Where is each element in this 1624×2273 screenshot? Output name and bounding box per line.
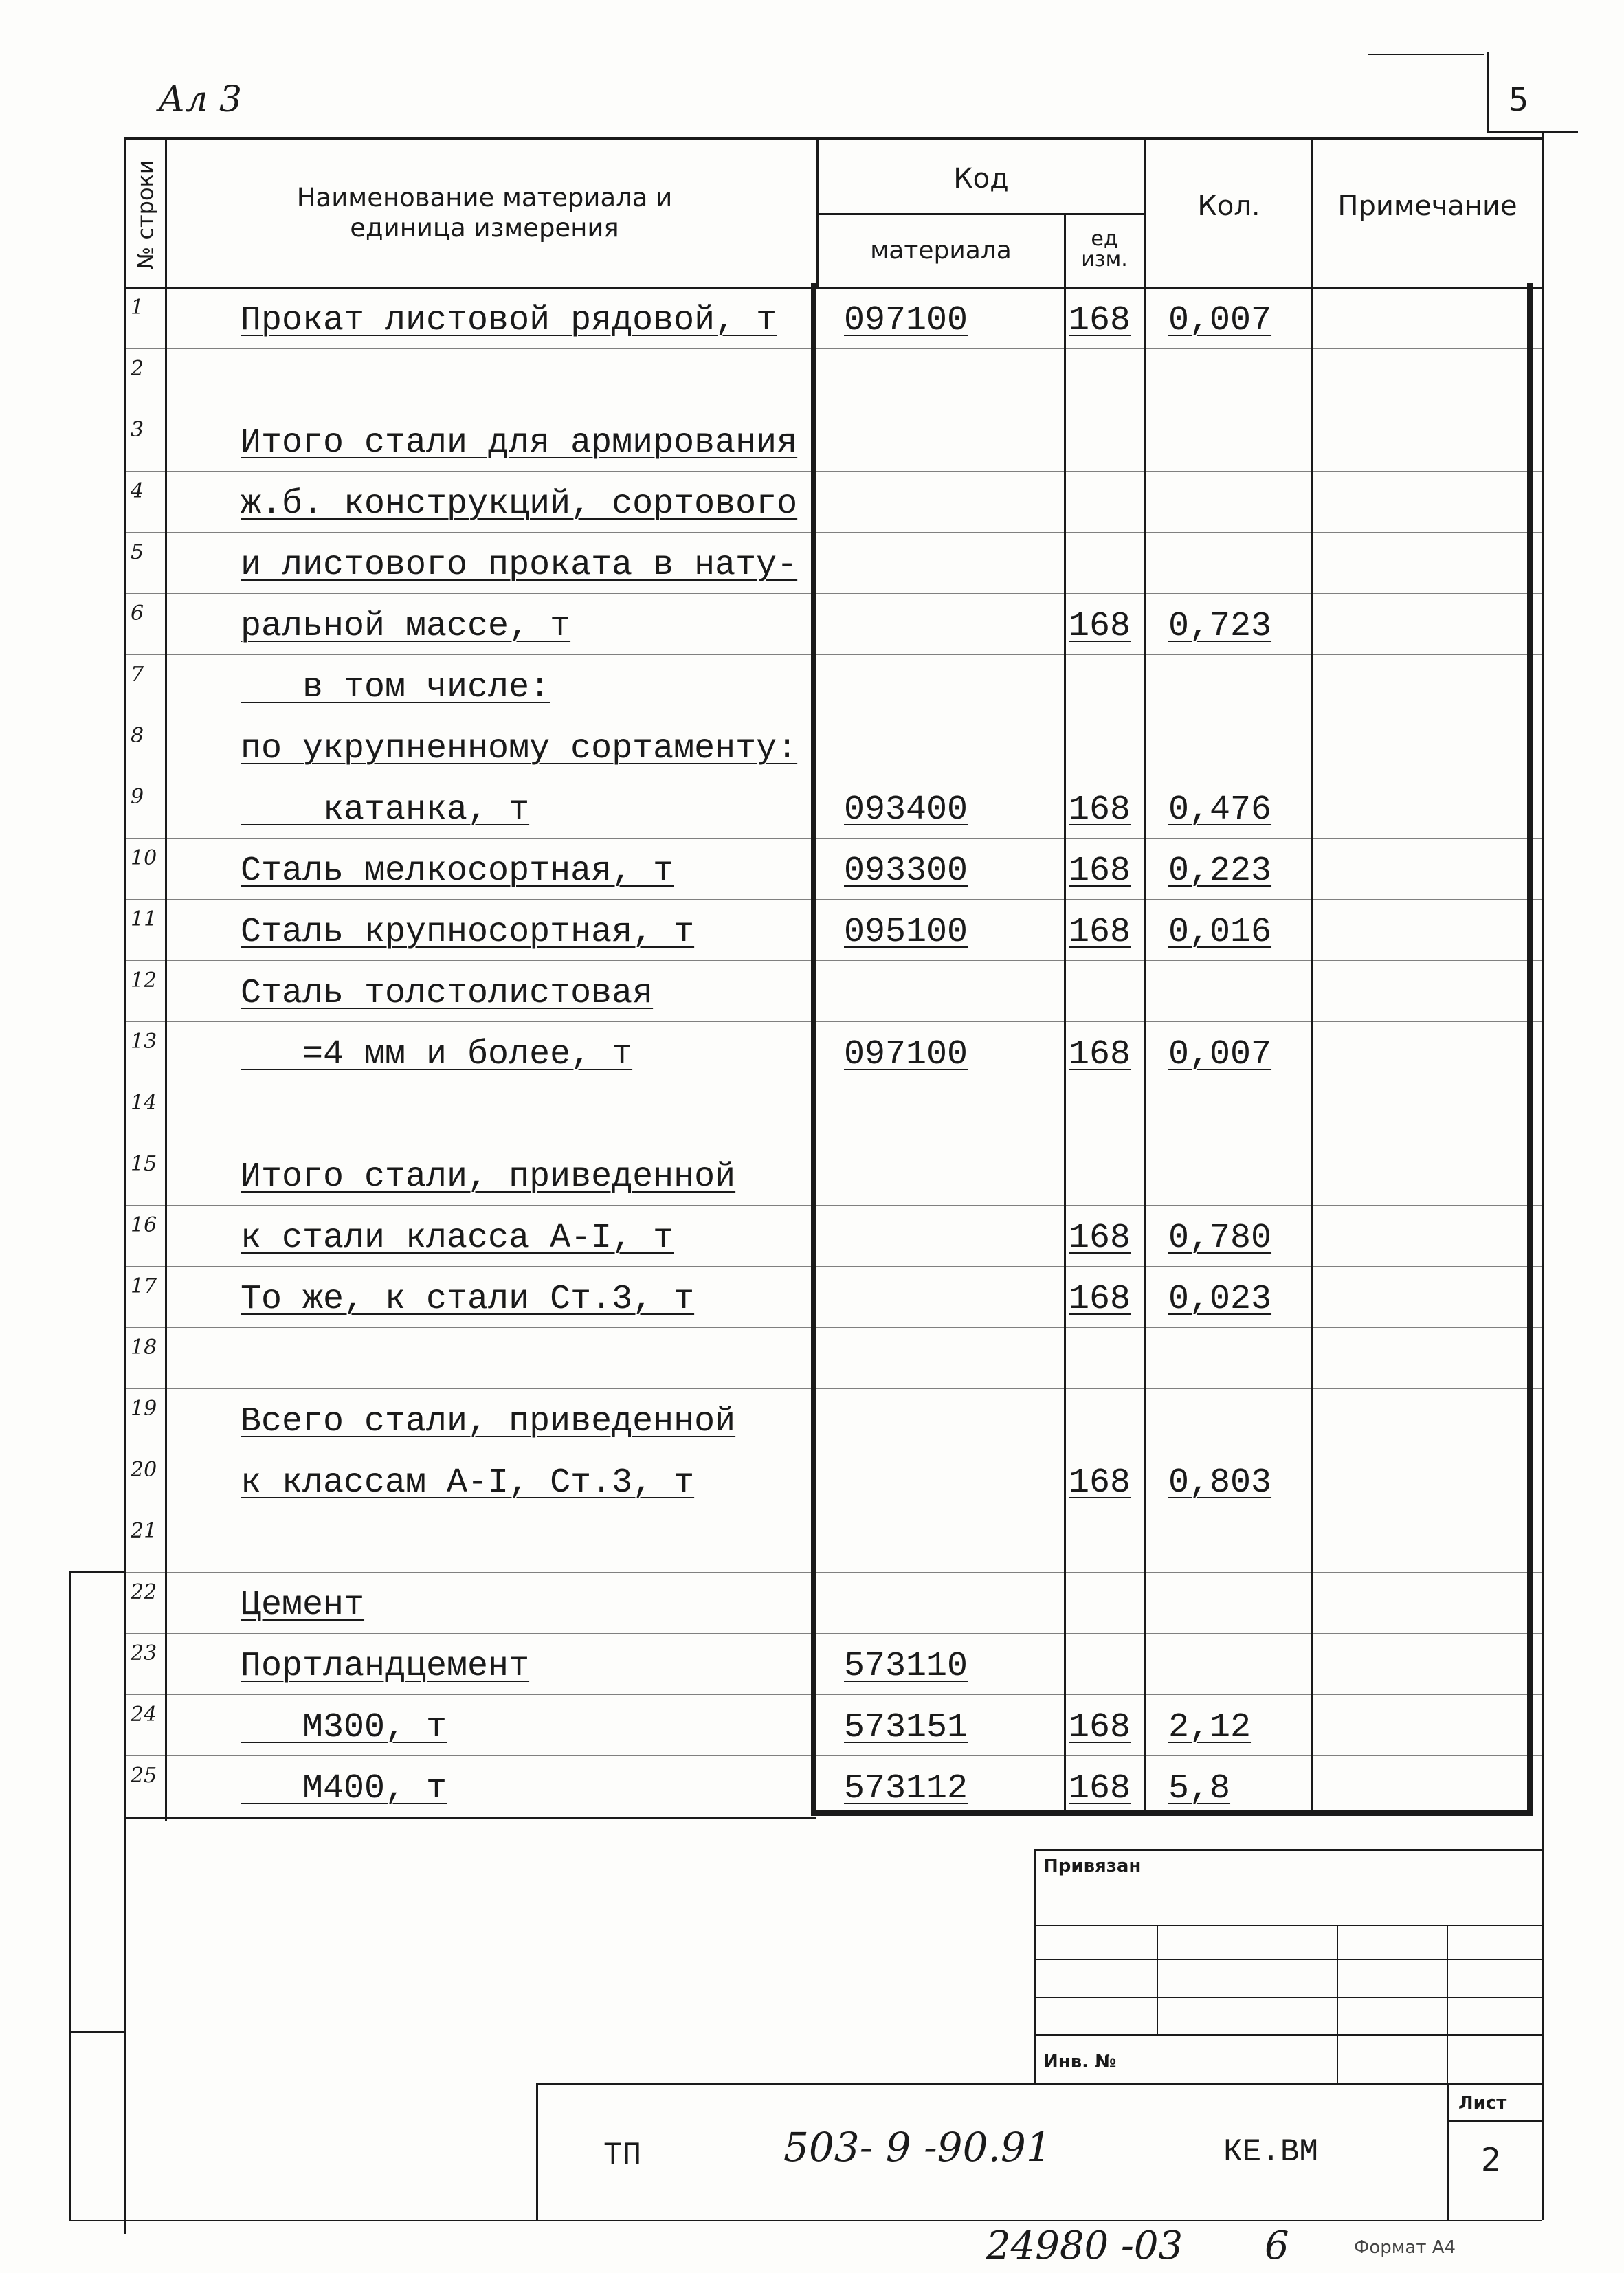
material-name: То же, к стали Ст.3, т <box>241 1280 695 1319</box>
unit-code: 168 <box>1069 1463 1131 1503</box>
material-code: 573151 <box>844 1708 968 1747</box>
row-number: 13 <box>131 1030 157 1054</box>
margin-strip-mid <box>69 2031 125 2033</box>
row-separator <box>124 471 1542 472</box>
frame-bottom <box>69 2220 1542 2221</box>
row-number: 25 <box>131 1764 157 1788</box>
stamp-grid-v1 <box>1157 1925 1158 2034</box>
footer-archive-no: 24980 -03 <box>986 2224 1183 2268</box>
stamp-grid-h4 <box>1034 2034 1542 2036</box>
quantity: 0,016 <box>1168 913 1272 952</box>
row-separator <box>124 654 1542 655</box>
row-number: 17 <box>131 1274 157 1298</box>
quantity: 0,476 <box>1168 790 1272 830</box>
footer-format: Формат А4 <box>1354 2237 1456 2258</box>
row-separator <box>124 593 1542 594</box>
material-code: 093400 <box>844 790 968 830</box>
row-separator <box>124 1205 1542 1206</box>
material-name: Итого стали для армирования <box>241 423 798 463</box>
row-separator <box>124 1755 1542 1756</box>
unit-code: 168 <box>1069 1708 1131 1747</box>
material-name: ральной массе, т <box>241 607 571 646</box>
row-number: 9 <box>131 785 144 809</box>
header-note: Примечание <box>1337 190 1517 222</box>
page-number-box <box>1487 52 1578 133</box>
stamp-list-sep <box>1447 2120 1542 2122</box>
row-number: 10 <box>131 846 157 870</box>
material-name: Всего стали, приведенной <box>241 1402 736 1441</box>
row-number: 21 <box>131 1519 157 1543</box>
row-number: 6 <box>131 601 144 625</box>
body-line-qty <box>1144 287 1146 1813</box>
material-name: Сталь толстолистовая <box>241 974 654 1013</box>
header-row-number: № строки <box>132 159 159 270</box>
margin-strip-left <box>69 1571 71 2220</box>
material-code: 097100 <box>844 1035 968 1074</box>
quantity: 0,803 <box>1168 1463 1272 1503</box>
row-separator <box>124 1327 1542 1328</box>
row-number: 3 <box>131 418 144 442</box>
row-number: 2 <box>131 357 144 381</box>
row-number: 15 <box>131 1152 157 1176</box>
quantity: 0,223 <box>1168 852 1272 891</box>
material-name: катанка, т <box>241 790 530 830</box>
material-name: в том числе: <box>241 668 550 707</box>
header-subline <box>816 213 1146 215</box>
row-number: 11 <box>131 907 157 931</box>
material-code: 573112 <box>844 1769 968 1808</box>
row-number: 4 <box>131 479 144 503</box>
row-separator <box>124 960 1542 961</box>
row-separator <box>124 532 1542 533</box>
quantity: 0,007 <box>1168 301 1272 340</box>
header-qty: Кол. <box>1197 190 1260 222</box>
row-number: 7 <box>131 663 144 687</box>
header-code-material: материала <box>870 236 1012 265</box>
row-separator <box>124 899 1542 900</box>
row-separator <box>124 1388 1542 1389</box>
footer-archive-sheet: 6 <box>1265 2224 1289 2268</box>
stamp-grid-h3 <box>1034 1997 1542 1998</box>
material-code: 573110 <box>844 1647 968 1686</box>
row-number: 24 <box>131 1703 157 1727</box>
row-number: 14 <box>131 1091 157 1115</box>
unit-code: 168 <box>1069 913 1131 952</box>
row-number: 12 <box>131 968 157 993</box>
unit-code: 168 <box>1069 1219 1131 1258</box>
stamp-grid-v3 <box>1447 1925 1448 2083</box>
stamp-doc-code: КЕ.ВМ <box>1223 2134 1319 2170</box>
quantity: 0,007 <box>1168 1035 1272 1074</box>
stamp-main-top <box>536 2083 1542 2085</box>
row-number: 18 <box>131 1335 157 1360</box>
page-number: 5 <box>1509 81 1529 118</box>
stamp-grid-v2 <box>1337 1925 1338 2083</box>
frame-top <box>124 137 1542 140</box>
stamp-grid-h2 <box>1034 1959 1542 1960</box>
row-number: 19 <box>131 1397 157 1421</box>
unit-code: 168 <box>1069 607 1131 646</box>
quantity: 0,723 <box>1168 607 1272 646</box>
row-separator <box>124 1021 1542 1022</box>
material-name: =4 мм и более, т <box>241 1035 633 1074</box>
row-number: 20 <box>131 1458 157 1482</box>
material-name: к стали класса А-I, т <box>241 1219 674 1258</box>
stamp-list-left <box>1447 2083 1449 2220</box>
material-name: ж.б. конструкций, сортового <box>241 485 798 524</box>
sheet-mark: Ал 3 <box>158 79 243 120</box>
row-separator <box>124 1266 1542 1267</box>
frame-left <box>124 137 126 2234</box>
unit-code: 168 <box>1069 852 1131 891</box>
stamp-list-label: Лист <box>1458 2093 1507 2114</box>
header-code-unit: ед изм. <box>1081 226 1128 271</box>
material-name: Цемент <box>241 1586 365 1625</box>
material-name: Прокат листовой рядовой, т <box>241 301 777 340</box>
quantity: 0,780 <box>1168 1219 1272 1258</box>
material-name: Сталь мелкосортная, т <box>241 852 674 891</box>
row-separator <box>124 1572 1542 1573</box>
material-code: 093300 <box>844 852 968 891</box>
stamp-privyazan: Привязан <box>1043 1856 1142 1876</box>
unit-code: 168 <box>1069 1035 1131 1074</box>
row-number: 8 <box>131 724 144 748</box>
material-name: Итого стали, приведенной <box>241 1157 736 1197</box>
material-name: по укрупненному сортаменту: <box>241 729 798 768</box>
row-separator <box>124 1694 1542 1695</box>
row-number: 22 <box>131 1580 157 1604</box>
body-bottom <box>124 1817 816 1819</box>
stamp-main-left <box>536 2083 538 2220</box>
row-number: 1 <box>131 296 144 320</box>
quantity: 2,12 <box>1168 1708 1252 1747</box>
stamp-grid-h1 <box>1034 1925 1542 1926</box>
unit-code: 168 <box>1069 1769 1131 1808</box>
stamp-list-number: 2 <box>1481 2141 1502 2178</box>
row-number: 5 <box>131 540 144 564</box>
material-name: и листового проката в нату- <box>241 546 798 585</box>
row-separator <box>124 838 1542 839</box>
stamp-project-code: 503- 9 -90.91 <box>783 2124 1052 2171</box>
stamp-tp-label: ТП <box>603 2138 642 2173</box>
quantity: 0,023 <box>1168 1280 1272 1319</box>
row-separator <box>124 1633 1542 1634</box>
material-name: к классам А-I, Ст.3, т <box>241 1463 695 1503</box>
material-code: 095100 <box>844 913 968 952</box>
material-name: Сталь крупносортная, т <box>241 913 695 952</box>
row-number: 23 <box>131 1641 157 1665</box>
body-line-note <box>1311 287 1313 1813</box>
quantity: 5,8 <box>1168 1769 1231 1808</box>
header-code: Код <box>953 163 1009 195</box>
material-name: М300, т <box>241 1708 447 1747</box>
unit-code: 168 <box>1069 790 1131 830</box>
unit-code: 168 <box>1069 1280 1131 1319</box>
header-material-name: Наименование материала и единица измерения <box>296 182 673 243</box>
material-code: 097100 <box>844 301 968 340</box>
margin-strip-top <box>69 1571 125 1573</box>
stamp-privyazan-box <box>1034 1849 1544 2085</box>
unit-code: 168 <box>1069 301 1131 340</box>
material-name: М400, т <box>241 1769 447 1808</box>
row-separator <box>124 348 1542 349</box>
stamp-inv-no: Инв. № <box>1043 2052 1117 2072</box>
top-dash-line <box>1368 54 1484 55</box>
row-number: 16 <box>131 1213 157 1237</box>
body-line-unit <box>1064 287 1066 1813</box>
material-name: Портландцемент <box>241 1647 530 1686</box>
